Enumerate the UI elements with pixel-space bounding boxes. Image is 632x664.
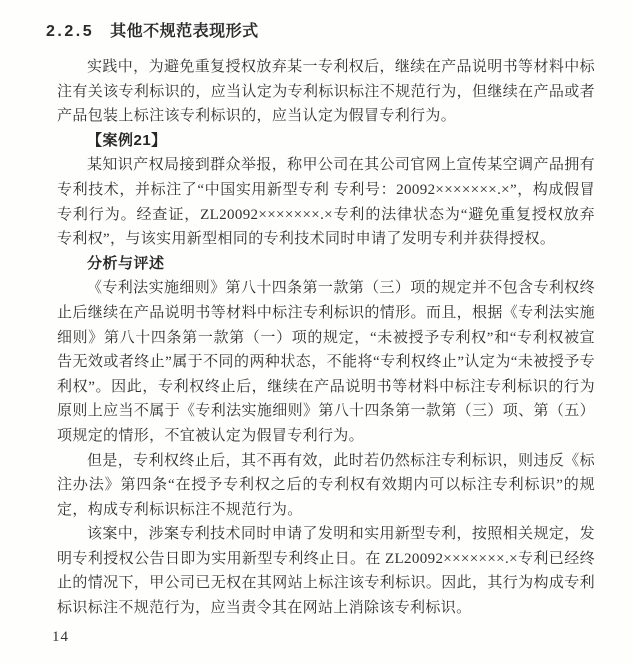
paragraph-case-facts: 某知识产权局接到群众举报，称甲公司在其公司官网上宣传某空调产品拥有专利技术，并标注了“中国实用新型专利 专利号：20092×××××××.×”，构成假冒专利行为。经查证，ZL20092×××××××.×专利的法律状态为“避免重复授权放弃专利权”，与该实用新型相同的专利技术同时申请了发明专利并获得授权。 (57, 157, 595, 248)
section-title: 其他不规范表现形式 (110, 23, 259, 40)
paragraph-analysis-1: 《专利法实施细则》第八十四条第一款第（三）项的规定并不包含专利权终止后继续在产品说明书等材料中标注专利标识的情形。而且，根据《专利法实施细则》第八十四条第一款第（一）项的规定，“未被授予专利权”和“专利权被宣告无效或者终止”属于不同的两种状态，不能将“专利权终止”认定为“未被授予专利权”。因此，专利权终止后，继续在产品说明书等材料中标注专利标识的行为原则上应当不属于《专利法实施细则》第八十四条第一款第（三）项、第（五）项规定的情形，不宜被认定为假冒专利行为。 (57, 280, 595, 444)
case-label: 【案例21】 (87, 131, 167, 149)
paragraph-analysis-3: 该案中，涉案专利技术同时申请了发明和实用新型专利，按照相关规定，发明专利授权公告日即为实用新型专利终止日。在 ZL20092×××××××.×专利已经终止的情况下，甲公司已无权在其网站上标注该专利标识。因此，其行为构成专利标识标注不规范行为，应当责令其在网站上消除该专利标识。 (57, 526, 595, 617)
section-number: 2.2.5 (46, 23, 95, 40)
section-heading (46, 22, 595, 42)
paragraph-analysis-2: 但是，专利权终止后，其不再有效，此时若仍然标注专利标识，则违反《标注办法》第四条“在授予专利权之后的专利权有效期内可以标注专利标识”的规定，构成专利标识标注不规范行为。 (57, 452, 595, 518)
page-number: 14 (52, 629, 69, 645)
analysis-subheading: 分析与评述 (87, 254, 165, 272)
paragraph-intro: 实践中，为避免重复授权放弃某一专利权后，继续在产品说明书等材料中标注有关该专利标识的，应当认定为专利标识标注不规范行为，但继续在产品或者产品包装上标注该专利标识的，应当认定为假冒专利行为。 (57, 59, 595, 125)
